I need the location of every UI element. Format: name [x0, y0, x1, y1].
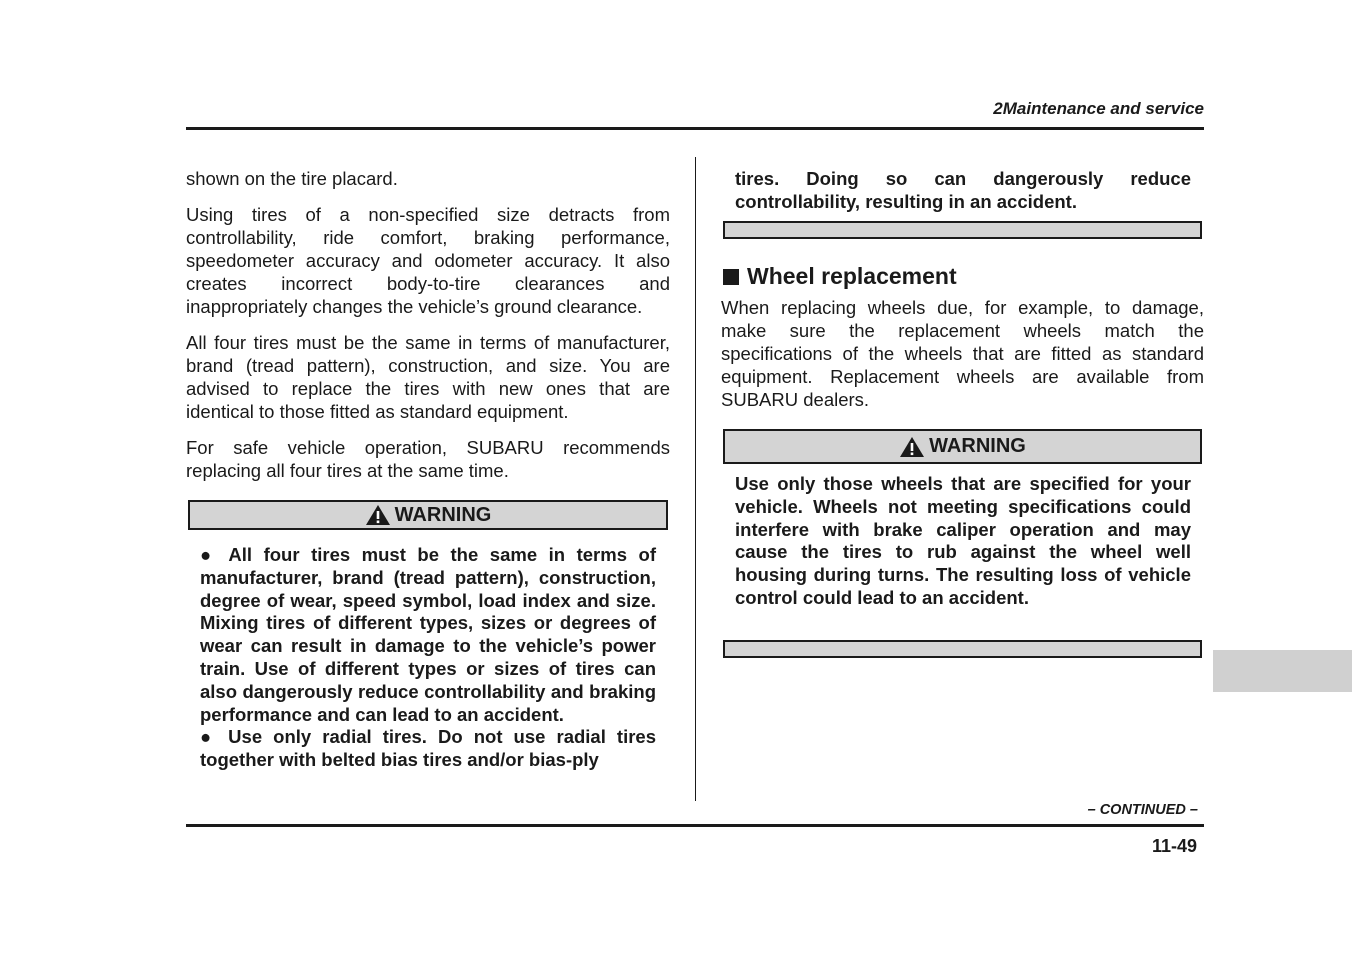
warning-triangle-icon [365, 504, 391, 526]
page-number: 11-49 [1151, 836, 1197, 856]
square-bullet-icon [723, 269, 739, 285]
section-header: 2Maintenance and service [993, 99, 1204, 118]
continued-label: – CONTINUED – [1087, 802, 1198, 818]
warning-end-bar [723, 640, 1202, 658]
paragraph: For safe vehicle operation, SUBARU recommends replacing all four tires at the same time. [186, 437, 670, 481]
section-paragraph: When replacing wheels due, for example, to damage, make sure the replacement wheels match the specifications of the wheels that are fitted as standard equipment. Replacement wheels are available from SUBARU dealers. [721, 297, 1204, 410]
warning-triangle-icon [899, 436, 925, 458]
warning-continuation: tires. Doing so can dangerously reduce controllability, resulting in an accident. [735, 168, 1191, 212]
warning-label: WARNING [929, 435, 1026, 457]
paragraph: shown on the tire placard. [186, 168, 398, 189]
warning-bullet: ● All four tires must be the same in terms of manufacturer, brand (tread pattern), construction, degree of wear, speed symbol, load index and size. Mixing tires of different types, sizes or degrees of wear can result in damage to the vehicle’s power train. Use of different types or sizes of tires can also dangerously reduce controllability and braking performance and can lead to an accident. [200, 544, 656, 725]
warning-bullet: ● Use only radial tires. Do not use radial tires together with belted bias tires and/or bias-ply [200, 726, 656, 771]
warning-body: Use only those wheels that are specified for your vehicle. Wheels not meeting specifications could interfere with brake caliper operation and may cause the tires to rub against the wheel well housing during turns. The resulting loss of vehicle control could lead to an accident. [735, 473, 1191, 608]
paragraph: Using tires of a non-specified size detracts from controllability, ride comfort, braking performance, speedometer accuracy and odometer accuracy. It also creates incorrect body-to-tire clearances and inappropriately changes the vehicle’s ground clearance. [186, 204, 670, 317]
warning-header [723, 429, 1202, 464]
footer-rule [186, 824, 1204, 827]
paragraph: All four tires must be the same in terms of manufacturer, brand (tread pattern), construction, and size. You are advised to replace the tires with new ones that are identical to those fitted as standard equipment. [186, 332, 670, 422]
header-rule [186, 127, 1204, 130]
section-heading [723, 263, 957, 290]
chapter-tab [1213, 650, 1352, 692]
column-divider [695, 157, 696, 801]
warning-body [200, 544, 656, 772]
warning-label: WARNING [394, 503, 492, 526]
left-column [186, 167, 670, 495]
warning-header [188, 500, 668, 530]
section-title: Wheel replacement [747, 263, 957, 289]
warning-end-bar [723, 221, 1202, 239]
